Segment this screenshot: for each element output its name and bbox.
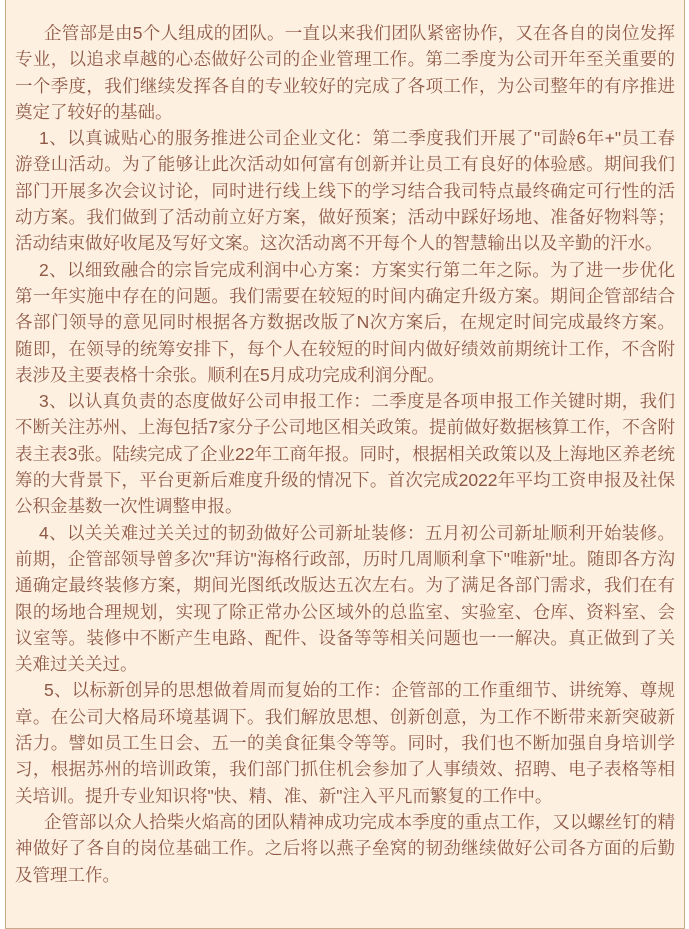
report-page: [5, 0, 685, 929]
report-body: [15, 20, 675, 888]
paragraph-item-3: 3、以认真负责的态度做好公司申报工作：二季度是各项申报工作关键时期，我们不断关注苏州、上海包括7家分子公司地区相关政策。提前做好数据核算工作，不含附表主表3张。陆续完成了企业22年工商年报。同时，根据相关政策以及上海地区养老统筹的大背景下，平台更新后难度升级的情况下。首次完成2022年平均工资申报及社保公积金基数一次性调整申报。: [15, 391, 675, 517]
paragraph-item-4: 4、以关关难过关关过的韧劲做好公司新址装修：五月初公司新址顺利开始装修。前期，企管部领导曾多次"拜访"海格行政部，历时几周顺利拿下"唯新"址。随即各方沟通确定最终装修方案，期间光图纸改版达五次左右。为了满足各部门需求，我们在有限的场地合理规划，实现了除正常办公区域外的总监室、实验室、仓库、资料室、会议室等。装修中不断产生电路、配件、设备等等相关问题也一一解决。真正做到了关关难过关关过。: [15, 522, 675, 675]
paragraph-item-2: 2、以细致融合的宗旨完成利润中心方案：方案实行第二年之际。为了进一步优化第一年实施中存在的问题。我们需要在较短的时间内确定升级方案。期间企管部结合各部门领导的意见同时根据各方数据改版了N次方案后，在规定时间完成最终方案。随即，在领导的统筹安排下，每个人在较短的时间内做好绩效前期统计工作，不含附表涉及主要表格十余张。顺利在5月成功完成利润分配。: [15, 259, 675, 385]
paragraph-item-1: 1、以真诚贴心的服务推进公司企业文化：第二季度我们开展了"司龄6年+"员工春游登山活动。为了能够让此次活动如何富有创新并让员工有良好的体验感。期间我们部门开展多次会议讨论，同时进行线上线下的学习结合我司特点最终确定可行性的活动方案。我们做到了活动前立好方案，做好预案；活动中踩好场地、准备好物料等；活动结束做好收尾及写好文案。这次活动离不开每个人的智慧输出以及辛勤的汗水。: [15, 128, 675, 254]
paragraph-item-5: 5、以标新创异的思想做着周而复始的工作：企管部的工作重细节、讲统筹、尊规章。在公司大格局环境基调下。我们解放思想、创新创意，为工作不断带来新突破新活力。譬如员工生日会、五一的美食征集令等等。同时，我们也不断加强自身培训学习，根据苏州的培训政策，我们部门抓住机会参加了人事绩效、招聘、电子表格等相关培训。提升专业知识将"快、精、准、新"注入平凡而繁复的工作中。: [15, 680, 675, 806]
paragraph-conclusion: 企管部以众人拾柴火焰高的团队精神成功完成本季度的重点工作，又以螺丝钉的精神做好了各自的岗位基础工作。之后将以燕子垒窝的韧劲继续做好公司各方面的后勤及管理工作。: [15, 811, 675, 885]
paragraph-intro: 企管部是由5个人组成的团队。一直以来我们团队紧密协作，又在各自的岗位发挥专业，以追求卓越的心态做好公司的企业管理工作。第二季度为公司开年至关重要的一个季度，我们继续发挥各自的专业较好的完成了各项工作，为公司整年的有序推进奠定了较好的基础。: [15, 23, 675, 122]
